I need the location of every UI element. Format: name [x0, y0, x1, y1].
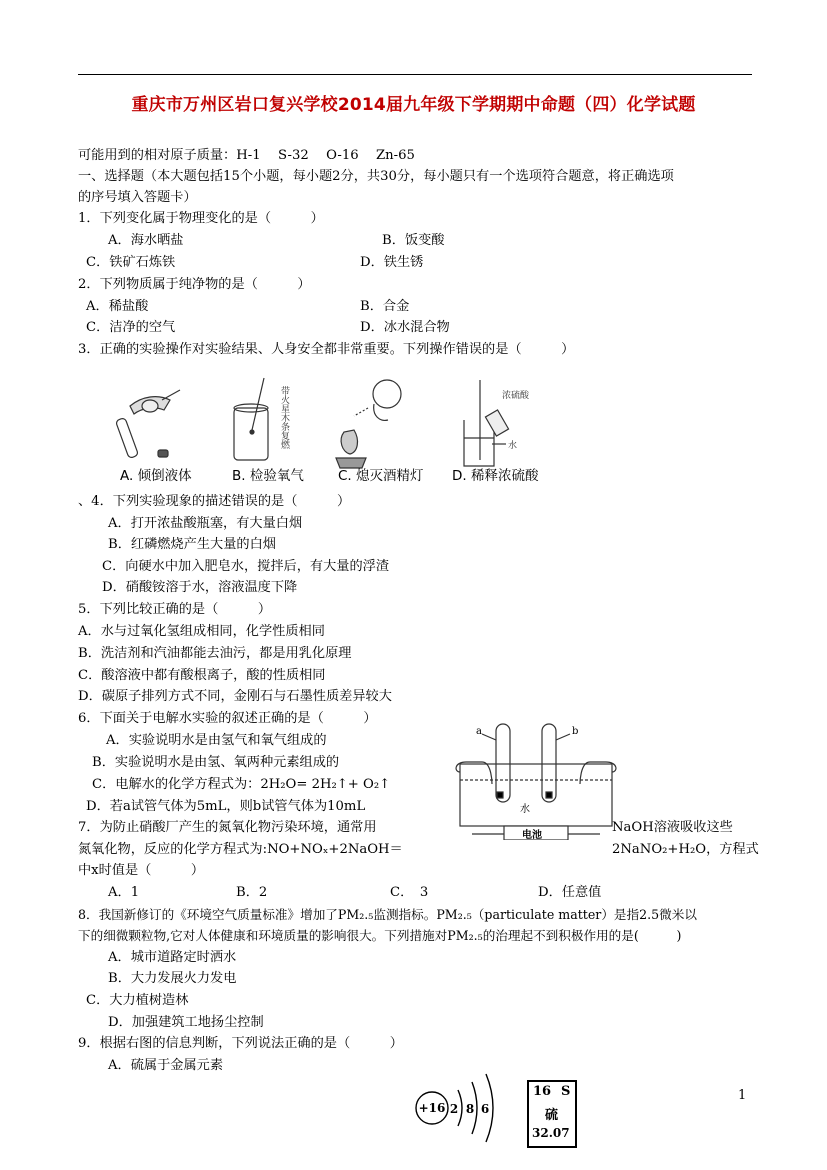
q7-option-c: C． 3	[390, 885, 429, 900]
q5-stem: 5．下列比较正确的是（ ）	[78, 602, 272, 617]
q7-line1: 7．为防止硝酸厂产生的氮氧化物污染环境，通常用	[78, 820, 377, 835]
q1-stem: 1．下列变化属于物理变化的是（ ）	[78, 211, 324, 226]
element-number: 16	[533, 1084, 552, 1099]
q8-option-d: D．加强建筑工地扬尘控制	[108, 1015, 264, 1030]
svg-text:8: 8	[465, 1102, 475, 1116]
q7-option-a: A．1	[108, 885, 140, 900]
svg-text:+16: +16	[418, 1101, 446, 1115]
sulfur-element-card	[527, 1080, 577, 1148]
q8-option-a: A．城市道路定时洒水	[108, 950, 237, 965]
q6-option-b: B．实验说明水是由氢、氧两种元素组成的	[92, 755, 340, 770]
atomic-masses: 可能用到的相对原子质量：H-1 S-32 O-16 Zn-65	[78, 148, 415, 163]
figure-testing-oxygen	[234, 378, 290, 460]
q3-caption-d: D. 稀释浓硫酸	[452, 468, 539, 484]
svg-text:水: 水	[508, 441, 518, 451]
page-title: 重庆市万州区岩口复兴学校2014届九年级下学期期中命题（四）化学试题	[131, 95, 696, 115]
figure-pouring-liquid	[115, 390, 180, 459]
q4-option-d: D．硝酸铵溶于水，溶液温度下降	[102, 580, 298, 595]
q4-option-c: C．向硬水中加入肥皂水，搅拌后，有大量的浮渣	[102, 559, 390, 574]
q3-stem: 3．正确的实验操作对实验结果、人身安全都非常重要。下列操作错误的是（ ）	[78, 342, 575, 357]
q8-line2: 下的细微颗粒物,它对人体健康和环境质量的影响很大。下列措施对PM₂.₅的治理起不到积极作用的是( )	[78, 928, 682, 943]
q4-option-a: A．打开浓盐酸瓶塞，有大量白烟	[108, 516, 303, 531]
q6-electrolysis-figure	[452, 722, 620, 840]
q9-stem: 9．根据右图的信息判断，下列说法正确的是（ ）	[78, 1036, 403, 1051]
figure-diluting-acid	[464, 380, 530, 466]
q1-option-d: D．铁生锈	[360, 255, 424, 270]
q4-stem: 、4．下列实验现象的描述错误的是（ ）	[78, 494, 351, 509]
q6-option-d: D．若a试管气体为5mL，则b试管气体为10mL	[86, 799, 366, 814]
element-symbol: S	[561, 1084, 571, 1099]
svg-text:浓硫酸: 浓硫酸	[502, 391, 530, 401]
q2-option-a: A．稀盐酸	[86, 299, 149, 314]
q5-option-a: A．水与过氧化氢组成相同，化学性质相同	[78, 624, 325, 639]
q7-option-d: D．任意值	[538, 885, 602, 900]
svg-text:带火星木条复燃: 带火星木条复燃	[279, 386, 289, 449]
q8-line1: 8．我国新修订的《环境空气质量标准》增加了PM₂.₅监测指标。PM₂.₅（particulate matter）是指2.5微米以	[78, 907, 697, 922]
q2-option-d: D．冰水混合物	[360, 320, 450, 335]
svg-text:a: a	[476, 726, 482, 737]
section-instructions-cont: 的序号填入答题卡）	[78, 190, 197, 205]
q1-option-c: C．铁矿石炼铁	[86, 255, 176, 270]
q7-option-b: B．2	[236, 885, 268, 900]
q1-option-b: B．饭变酸	[382, 233, 445, 248]
element-name: 硫	[545, 1108, 559, 1123]
q3-caption-b: B. 检验氧气	[232, 468, 304, 484]
q7-line2-right: 2NaNO₂+H₂O，方程式	[612, 842, 759, 857]
q8-option-b: B．大力发展火力发电	[108, 971, 237, 986]
q1-option-a: A．海水晒盐	[108, 233, 184, 248]
q5-option-c: C．酸溶液中都有酸根离子，酸的性质相同	[78, 668, 326, 683]
figure-alcohol-lamp	[336, 380, 401, 468]
q2-stem: 2．下列物质属于纯净物的是（ ）	[78, 277, 311, 292]
q7-line2: 氮氧化物，反应的化学方程式为:NO+NOₓ+2NaOH＝	[78, 842, 403, 857]
q6-option-a: A．实验说明水是由氢气和氧气组成的	[106, 733, 327, 748]
svg-text:b: b	[572, 726, 579, 737]
q5-option-d: D．碳原子排列方式不同，金刚石与石墨性质差异较大	[78, 689, 392, 704]
element-mass: 32.07	[532, 1126, 570, 1140]
q2-option-c: C．洁净的空气	[86, 320, 176, 335]
svg-text:2: 2	[449, 1102, 459, 1116]
sulfur-atom-structure	[412, 1066, 512, 1150]
q5-option-b: B．洗洁剂和汽油都能去油污，都是用乳化原理	[78, 646, 352, 661]
q6-option-c: C．电解水的化学方程式为：2H₂O= 2H₂↑+ O₂↑	[92, 777, 391, 792]
svg-text:6: 6	[480, 1102, 490, 1116]
q7-line3: 中x时值是（ ）	[78, 863, 205, 878]
svg-text:电池: 电池	[522, 830, 542, 840]
q2-option-b: B．合金	[360, 299, 410, 314]
q4-option-b: B．红磷燃烧产生大量的白烟	[108, 537, 276, 552]
section-instructions: 一、选择题（本大题包括15个小题，每小题2分，共30分，每小题只有一个选项符合题意，将正确选项	[78, 169, 674, 184]
header-rule	[78, 74, 752, 75]
svg-text:水: 水	[520, 804, 530, 815]
q9-option-a: A．硫属于金属元素	[108, 1058, 224, 1073]
q6-stem: 6．下面关于电解水实验的叙述正确的是（ ）	[78, 711, 377, 726]
q3-caption-a: A. 倾倒液体	[120, 468, 192, 484]
q7-line1-right: NaOH溶液吸收这些	[612, 820, 733, 835]
q3-caption-c: C. 熄灭酒精灯	[338, 468, 424, 484]
q8-option-c: C．大力植树造林	[86, 993, 189, 1008]
page-number: 1	[738, 1088, 747, 1103]
